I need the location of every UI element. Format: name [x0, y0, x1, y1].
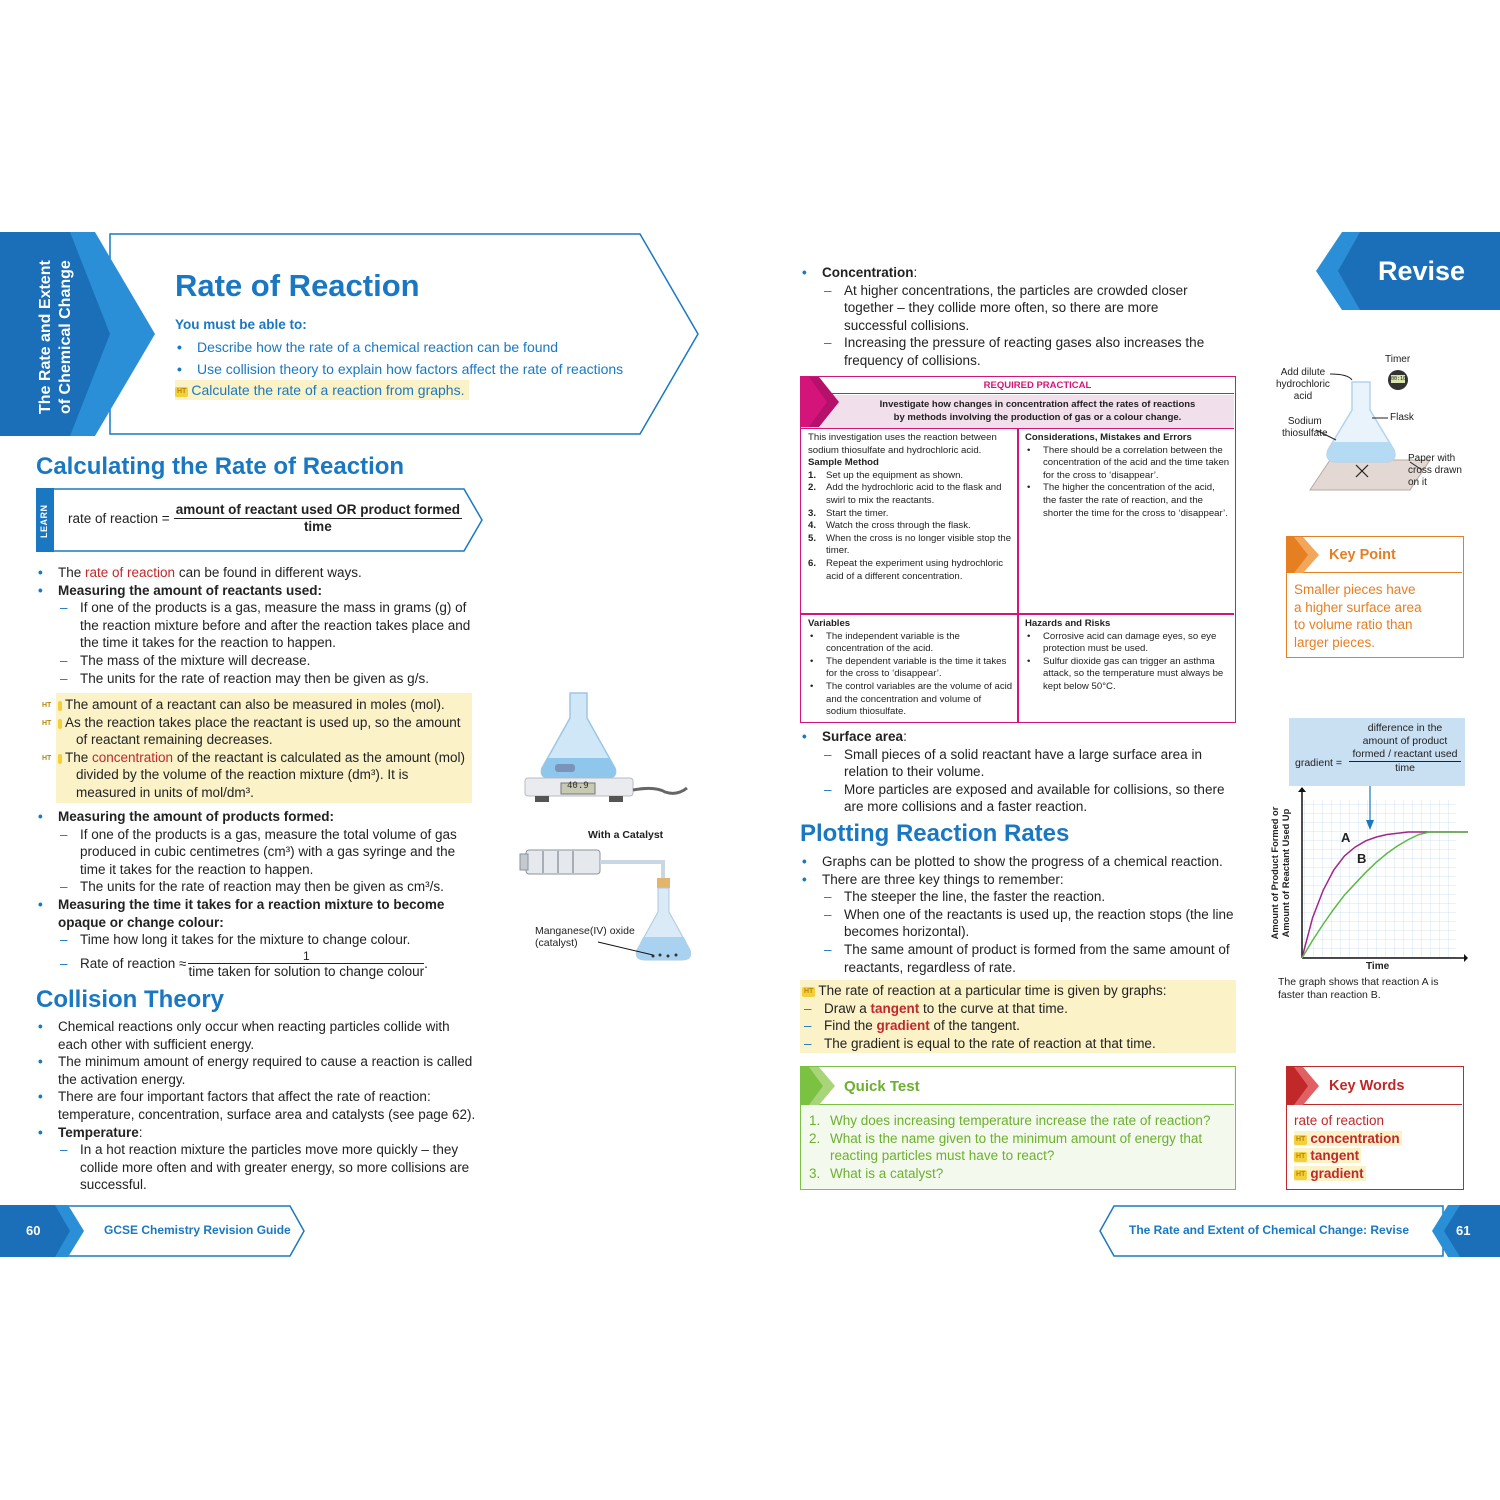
list-item: 2. Add the hydrochloric acid to the flask and swirl to mix the reactants.	[808, 482, 1002, 506]
key-words-list	[1294, 1112, 1402, 1182]
rp-var-cell: Variables • The independent variable is the concentration of the acid. • The dependent variable is the time it takes for the cross to ‘disappear’. • The control variables are the volume of acid and the concentration and volume of sodium thiosulfate.	[808, 618, 1013, 719]
rp-haz-cell: Hazards and Risks • Corrosive acid can damage eyes, so eye protection must be used. • Sulfur dioxide gas can trigger an asthma attack, so the temperature must always be kept below 50°C.	[1025, 618, 1230, 694]
revise-label: Revise	[1378, 256, 1466, 286]
gradient-formula: gradient = difference in the amount of product formed / reactant used time	[1289, 718, 1465, 786]
page-number: 60	[26, 1223, 41, 1238]
plotting-body	[800, 853, 1240, 976]
revise-banner	[1316, 232, 1500, 310]
label-timer: Timer	[1385, 354, 1411, 365]
collision-body	[36, 1018, 476, 1194]
learn-lhs: rate of reaction =	[68, 510, 170, 526]
label-sodium: Sodium thiosulfate	[1282, 416, 1328, 439]
key-word: HT tangent	[1296, 1148, 1360, 1164]
graph-label-a: A	[1341, 830, 1351, 845]
label-flask: Flask	[1390, 412, 1414, 423]
ht-badge: HT	[58, 754, 62, 764]
must-list	[175, 337, 675, 380]
rate-graph-svg	[1268, 786, 1468, 986]
list-item: – The mass of the mixture will decrease.	[58, 652, 476, 670]
list-item: 5. When the cross is no longer visible stop the timer.	[808, 532, 1012, 557]
list-item: • Corrosive acid can damage eyes, so eye protection must be used.	[1025, 631, 1230, 656]
flask-diagram	[1270, 350, 1500, 500]
rp-method-cell: This investigation uses the reaction between sodium thiosulfate and hydrochloric acid. Sample Method 1. Set up the equipment as shown. 2. Add the hydrochloric acid to the flask and swirl to mix the reactants. 3. Start the timer. 4. Watch the cross through the flask. 5. When the cross is no longer visible stop the timer. 6. Repeat the experiment using hydrochloric acid of a different concentration.	[808, 432, 1012, 582]
catalyst-illustration	[518, 842, 698, 972]
quick-test-box	[800, 1066, 1236, 1190]
list-item: – Rate of reaction ≈ 1 time taken for solution to change colour .	[58, 949, 476, 980]
list-item: – Increasing the pressure of reacting gases also increases the frequency of collisions.	[822, 334, 1220, 369]
list-item: • The higher the concentration of the acid, the faster the rate of reaction, and the shorter the time for the cross to ‘disappear’.	[1025, 482, 1230, 520]
list-item: 1. Why does increasing temperature increase the rate of reaction?	[809, 1113, 1211, 1128]
products-body	[36, 808, 476, 980]
left-footer	[0, 1205, 306, 1257]
list-item: 3. What is a catalyst?	[809, 1165, 944, 1181]
list-item: – More particles are exposed and available for collisions, so there are more collisions and a faster reaction.	[822, 781, 1240, 816]
must-item: • Use collision theory to explain how factors affect the rate of reactions	[175, 359, 675, 381]
list-item: – At higher concentrations, the particles are crowded closer together – they collide more often, so there are more successful collisions.	[822, 282, 1220, 335]
heading-plotting: Plotting Reaction Rates	[800, 820, 1070, 847]
ht-badge: HT	[1296, 1135, 1306, 1143]
list-item: – Time how long it takes for the mixture to change colour.	[58, 931, 476, 949]
footer-title: GCSE Chemistry Revision Guide	[104, 1223, 291, 1237]
ht-badge: HT	[58, 701, 62, 711]
catalyst-title: With a Catalyst	[588, 829, 664, 841]
list-item: • The rate of reaction can be found in different ways.	[36, 564, 476, 582]
list-item: • Sulfur dioxide gas can trigger an asthma attack, so the temperature must always be kept below 50°C.	[1025, 656, 1230, 694]
key-point-box	[1286, 536, 1464, 658]
label-add-acid: Add dilute hydrochloric acid	[1276, 367, 1330, 402]
rate-graph	[1268, 786, 1468, 986]
ht-line: HT The concentration of the reactant is calculated as the amount (mol) divided by the volume of the reaction mixture (dm³). It is measured in units of mol/dm³.	[42, 749, 465, 800]
list-item: – Draw a tangent to the curve at that time.	[802, 1000, 1232, 1018]
list-item: • The minimum amount of energy required to cause a reaction is called the activation energy.	[36, 1053, 476, 1088]
required-practical-box	[800, 376, 1236, 723]
ht-line: HT As the reaction takes place the reactant is used up, so the amount of reactant remaining decreases.	[42, 714, 461, 748]
list-item: • Measuring the amount of products formed:	[36, 808, 476, 826]
key-words-title: Key Words	[1329, 1078, 1405, 1094]
list-item: • Temperature:	[36, 1124, 476, 1142]
list-item: 4. Watch the cross through the flask.	[808, 520, 971, 532]
list-item: • Graphs can be plotted to show the progress of a chemical reaction.	[800, 853, 1240, 871]
learn-box	[36, 488, 484, 552]
list-item: – The units for the rate of reaction may then be given as g/s.	[58, 670, 476, 688]
key-word: HT gradient	[1296, 1165, 1364, 1181]
graph-ylabel: Amount of Product Formed or Amount of Reactant Used Up	[1270, 806, 1291, 940]
must-ht-item: HT Calculate the rate of a reaction from graphs.	[175, 380, 469, 400]
list-item: • Surface area:	[800, 728, 1240, 746]
list-item: – Small pieces of a solid reactant have a large surface area in relation to their volume.	[822, 746, 1240, 781]
right-footer	[1098, 1205, 1500, 1257]
key-words-box	[1286, 1066, 1464, 1190]
list-item: – The same amount of product is formed from the same amount of reactants, regardless of rate.	[822, 941, 1240, 976]
side-tab-text: The Rate and Extent of Chemical Change	[37, 260, 74, 414]
list-item: – The units for the rate of reaction may then be given as cm³/s.	[58, 878, 476, 896]
list-item: • There are four important factors that affect the rate of reaction: temperature, concentration, surface area and catalysts (see page 62).	[36, 1088, 476, 1123]
page-title: Rate of Reaction	[175, 268, 420, 303]
list-item: – The gradient is equal to the rate of reaction at that time.	[802, 1035, 1232, 1053]
quick-test-title: Quick Test	[844, 1078, 920, 1095]
label-paper: Paper with cross drawn on it	[1408, 453, 1462, 488]
ht-badge: HT	[177, 388, 187, 395]
surface-body	[800, 728, 1240, 816]
list-item: • Concentration:	[800, 264, 1220, 282]
list-item: 1. Set up the equipment as shown.	[808, 469, 964, 481]
must-heading: You must be able to:	[175, 317, 307, 332]
key-point-text: Smaller pieces have a higher surface area to volume ratio than larger pieces.	[1294, 582, 1422, 650]
page-number: 61	[1456, 1223, 1471, 1238]
list-item: – Find the gradient of the tangent.	[802, 1017, 1232, 1035]
list-item: – If one of the products is a gas, measure the mass in grams (g) of the reaction mixture before and after the reaction takes place and the time it takes for the reaction to happen.	[58, 599, 476, 652]
must-item: • Describe how the rate of a chemical reaction can be found	[175, 337, 675, 359]
key-word: rate of reaction	[1294, 1113, 1385, 1128]
heading-calculating: Calculating the Rate of Reaction	[36, 453, 405, 480]
rp-cons-cell: Considerations, Mistakes and Errors • There should be a correlation between the concentration of the acid and the time taken for the cross to ‘disappear’. • The higher the concentration of the acid, the faster the rate of reaction, and the shorter the time for the cross to ‘disappear’.	[1025, 432, 1230, 520]
learn-tag: LEARN	[39, 504, 49, 538]
list-item: • There should be a correlation between the concentration of the acid and the time taken for the cross to ‘disappear’.	[1025, 445, 1230, 483]
ht-badge: HT	[1296, 1153, 1306, 1161]
balance-reading: 40.9	[567, 781, 589, 791]
list-item: • The dependent variable is the time it takes for the cross to ‘disappear’.	[808, 656, 1013, 681]
catalyst-label: Manganese(IV) oxide (catalyst)	[535, 925, 635, 949]
list-item: – The steeper the line, the faster the reaction.	[822, 888, 1240, 906]
key-word: HT concentration	[1296, 1130, 1400, 1146]
left-header-band	[0, 232, 700, 436]
graph-xlabel: Time	[1366, 961, 1390, 972]
key-point-title: Key Point	[1329, 547, 1396, 563]
learn-denominator: time	[303, 519, 332, 534]
list-item: • Measuring the amount of reactants used:	[36, 582, 476, 600]
concentration-body	[800, 264, 1220, 370]
calc-body	[36, 564, 476, 687]
ht-line: HT The rate of reaction at a particular time is given by graphs:	[804, 983, 1167, 998]
list-item: 3. Start the timer.	[808, 507, 889, 519]
timer-display: 00:10	[1391, 376, 1407, 382]
ht-box-gradient	[800, 980, 1236, 1053]
heading-collision: Collision Theory	[36, 986, 225, 1013]
footer-title: The Rate and Extent of Chemical Change: Revise	[1129, 1223, 1410, 1237]
rp-head: REQUIRED PRACTICAL	[983, 380, 1092, 391]
rp-title: Investigate how changes in concentration affect the rates of reactions by methods involving the production of gas or a colour change.	[879, 399, 1196, 423]
learn-numerator: amount of reactant used OR product formed	[175, 502, 460, 517]
list-item: • Measuring the time it takes for a reaction mixture to become opaque or change colour:	[36, 896, 476, 931]
ht-badge: HT	[58, 719, 62, 729]
list-item: • There are three key things to remember:	[800, 871, 1240, 889]
quick-test-list	[809, 1112, 1229, 1182]
list-item: • Chemical reactions only occur when reacting particles collide with each other with sufficient energy.	[36, 1018, 476, 1053]
ht-badge: HT	[804, 988, 814, 995]
ht-badge: HT	[1296, 1170, 1306, 1178]
graph-label-b: B	[1357, 851, 1367, 866]
list-item: 6. Repeat the experiment using hydrochloric acid of a different concentration.	[808, 557, 1004, 582]
list-item: • The independent variable is the concentration of the acid.	[808, 631, 1013, 656]
ht-line: HT The amount of a reactant can also be measured in moles (mol).	[42, 697, 445, 712]
list-item: – If one of the products is a gas, measure the total volume of gas produced in cubic centimetres (cm³) with a gas syringe and the time it takes for the reaction to happen.	[58, 826, 476, 879]
list-item: – In a hot reaction mixture the particles move more quickly – they collide more often and with greater energy, so more collisions are successful.	[58, 1141, 476, 1194]
list-item: 2. What is the name given to the minimum amount of energy that reacting particles must have to react?	[809, 1130, 1203, 1164]
list-item: – When one of the reactants is used up, the reaction stops (the line becomes horizontal).	[822, 906, 1240, 941]
hotplate-illustration	[515, 688, 695, 813]
list-item: • The control variables are the volume of acid and the concentration and volume of sodium thiosulfate.	[808, 681, 1013, 719]
ht-box-moles	[42, 693, 472, 803]
graph-caption: The graph shows that reaction A is faster than reaction B.	[1278, 976, 1439, 1001]
